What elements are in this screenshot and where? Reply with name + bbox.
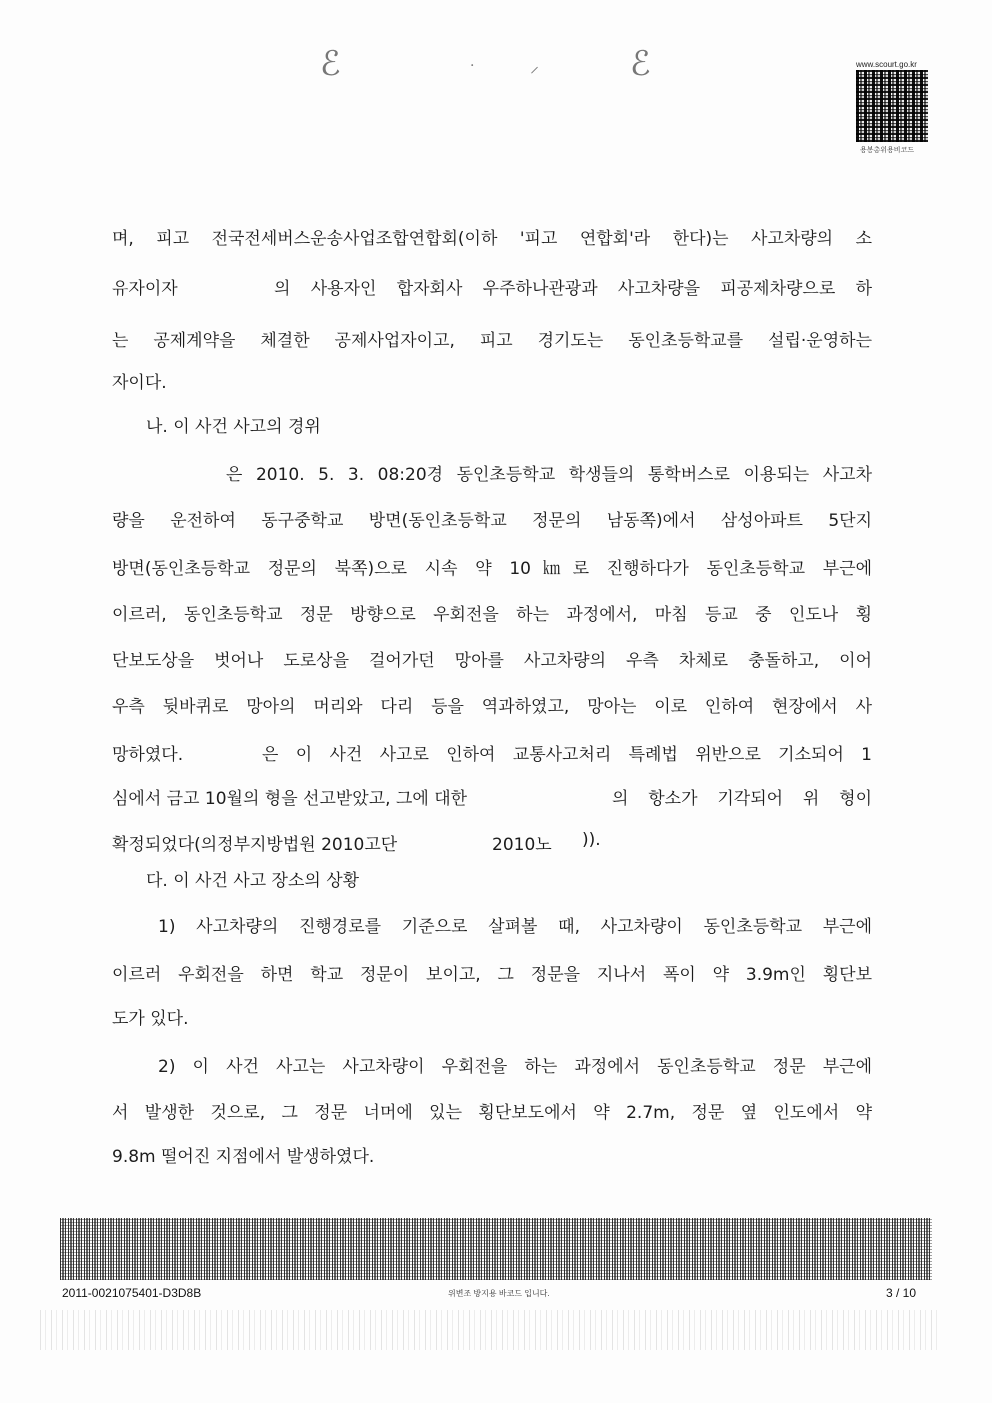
body-line: 방면(동인초등학교 정문의 북쪽)으로 시속 약 10㎞로 진행하다가 동인초등학교 부근에 (112, 559, 872, 579)
body-line: 서 발생한 것으로, 그 정문 너머에 있는 횡단보도에서 약 2.7m, 정문 옆 인도에서 약 (112, 1103, 872, 1123)
body-line: 단보도상을 벗어나 도로상을 걸어가던 망아를 사고차량의 우측 차체로 충돌하고, 이어 (112, 651, 872, 671)
qr-url: www.scourt.go.kr (856, 60, 917, 69)
document-id: 2011-0021075401-D3D8B (62, 1286, 202, 1300)
body-line: 의 사용자인 합자회사 우주하나관광과 사고차량을 피공제차량으로 하 (274, 279, 872, 299)
body-line: 며, 피고 전국전세버스운송사업조합연합회(이하 '피고 연합회'라 한다)는 사고차량의 소 (112, 229, 872, 249)
anti-forgery-barcode (60, 1218, 932, 1280)
body-line: 2010노 (492, 835, 552, 855)
body-line: 우측 뒷바퀴로 망아의 머리와 다리 등을 역과하였고, 망아는 이로 인하여 현장에서 사 (112, 697, 872, 717)
barcode-note: 위변조 방지용 바코드 입니다. (448, 1289, 550, 1298)
body-line: 망하였다. (112, 745, 184, 765)
body-line: 은 2010. 5. 3. 08:20경 동인초등학교 학생들의 통학버스로 이용되는 사고차 (226, 465, 872, 485)
qr-code (856, 70, 928, 142)
body-line: 2) 이 사건 사고는 사고차량이 우회전을 하는 과정에서 동인초등학교 정문 부근에 (158, 1057, 872, 1077)
body-line: 9.8m 떨어진 지점에서 발생하였다. (112, 1147, 375, 1167)
section-heading: 다. 이 사건 사고 장소의 상황 (146, 871, 360, 891)
scan-noise (40, 1310, 940, 1350)
body-line: 이르러, 동인초등학교 정문 방향으로 우회전을 하는 과정에서, 마침 등교 중 인도나 횡 (112, 605, 872, 625)
body-line: 는 공제계약을 체결한 공제사업자이고, 피고 경기도는 동인초등학교를 설립·운영하는 (112, 331, 872, 351)
qr-caption: 용봉총위용비코드 (860, 147, 915, 154)
body-line: 의 항소가 기각되어 위 형이 (612, 789, 872, 809)
section-heading: 나. 이 사건 사고의 경위 (146, 417, 321, 437)
body-line: 은 이 사건 사고로 인하여 교통사고처리 특례법 위반으로 기소되어 1 (262, 745, 872, 765)
body-line: 유자이자 (112, 279, 178, 299)
scan-artifacts: ℰ · ⸝ ℰ (320, 44, 651, 84)
body-line: 심에서 금고 10월의 형을 선고받았고, 그에 대한 (112, 789, 468, 809)
body-line: 량을 운전하여 동구중학교 방면(동인초등학교 정문의 남동쪽)에서 삼성아파트 5단지 (112, 511, 872, 531)
body-line: 1) 사고차량의 진행경로를 기준으로 살펴볼 때, 사고차량이 동인초등학교 부근에 (158, 917, 872, 937)
body-line: 확정되었다(의정부지방법원 2010고단 (112, 835, 398, 855)
page-number: 3 / 10 (886, 1286, 917, 1300)
body-line: 도가 있다. (112, 1009, 189, 1029)
body-line: 이르러 우회전을 하면 학교 정문이 보이고, 그 정문을 지나서 폭이 약 3.9m인 횡단보 (112, 965, 872, 985)
body-line: )). (582, 830, 601, 850)
body-line: 자이다. (112, 373, 167, 393)
